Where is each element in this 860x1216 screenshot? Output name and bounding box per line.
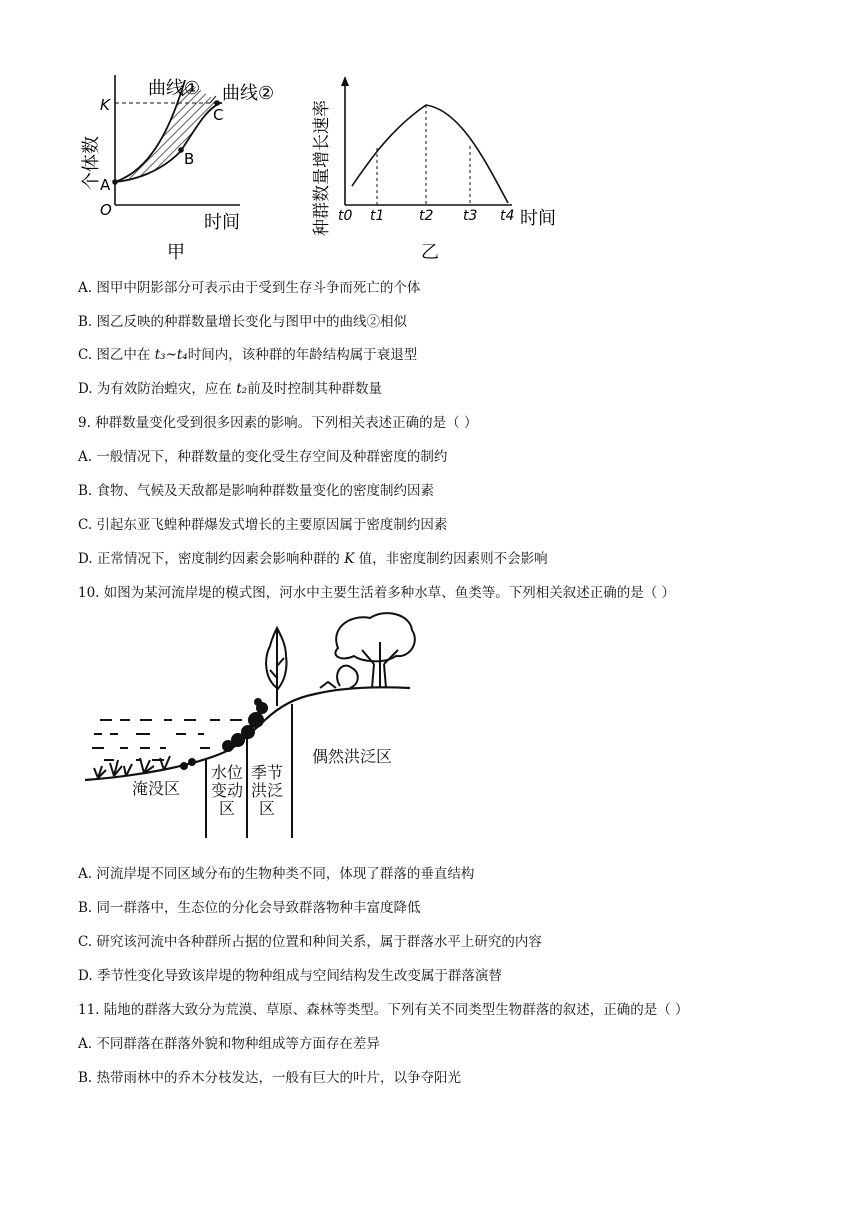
zone-seasonal-flood — [250, 764, 284, 818]
tick-t3: t3 — [463, 208, 478, 224]
curve-2-label: 曲线② — [222, 83, 275, 104]
tick-t1: t1 — [370, 208, 385, 224]
q9-option-a: A. 一般情况下，种群数量的变化受生存空间及种群密度的制约 — [78, 449, 448, 465]
b-label: B — [184, 150, 195, 168]
q8-option-a: A. 图甲中阴影部分可表示由于受到生存斗争而死亡的个体 — [78, 280, 421, 296]
q8-option-c-post: 时间内，该种群的年龄结构属于衰退型 — [187, 347, 418, 363]
q10-option-d: D. 季节性变化导致该岸堤的物种组成与空间结构发生改变属于群落演替 — [78, 968, 502, 984]
a-label: A — [100, 176, 111, 194]
q9-option-d-var: K — [344, 551, 355, 567]
q8-option-c-pre: C. 图乙中在 — [78, 347, 155, 363]
zone-seasonal-flood-3: 区 — [258, 799, 275, 818]
point-c — [214, 100, 220, 106]
point-b — [178, 147, 184, 153]
large-tree — [320, 613, 415, 688]
zone-water-level-1: 水位 — [210, 763, 243, 782]
figure-yi-caption: 乙 — [421, 242, 439, 263]
y-axis-label: 个体数 — [81, 136, 102, 190]
q9-option-d — [78, 547, 548, 567]
q8-option-c — [78, 343, 417, 363]
k-label: K — [100, 96, 110, 114]
zone-water-level-2: 变动 — [210, 781, 243, 800]
figure-yi — [300, 0, 560, 270]
point-a — [112, 179, 118, 185]
zone-water-level-3: 区 — [218, 799, 235, 818]
q10-option-c: C. 研究该河流中各种群所占据的位置和种间关系，属于群落水平上研究的内容 — [78, 934, 542, 950]
zone-seasonal-flood-1: 季节 — [250, 763, 283, 782]
shore-bushes — [222, 698, 268, 752]
zone-occasional-flood: 偶然洪泛区 — [312, 747, 393, 766]
q10-option-a: A. 河流岸堤不同区域分布的生物种类不同，体现了群落的垂直结构 — [78, 866, 475, 882]
tick-t0: t0 — [338, 208, 353, 224]
zone-water-level — [210, 764, 244, 818]
q8-option-d-var: t₂ — [236, 381, 248, 397]
q8-option-d — [78, 377, 382, 397]
zone-seasonal-flood-2: 洪泛 — [250, 781, 283, 800]
q10-stem: 10. 如图为某河流岸堤的模式图，河水中主要生活着多种水草、鱼类等。下列相关叙述正确的是（ ） — [78, 585, 676, 601]
q9-option-b: B. 食物、气候及天敌都是影响种群数量变化的密度制约因素 — [78, 483, 435, 499]
figure-jia-caption: 甲 — [167, 242, 185, 263]
growth-curve — [352, 105, 508, 203]
q9-option-d-pre: D. 正常情况下，密度制约因素会影响种群的 — [78, 551, 345, 567]
curve-1-label: 曲线① — [148, 78, 201, 99]
sapling — [266, 628, 286, 706]
q11-option-a: A. 不同群落在群落外貌和物种组成等方面存在差异 — [78, 1036, 380, 1052]
q9-option-c: C. 引起东亚飞蝗种群爆发式增长的主要原因属于密度制约因素 — [78, 517, 448, 533]
tick-t2: t2 — [419, 208, 434, 224]
zone-submerged: 淹没区 — [132, 779, 181, 798]
q8-option-b: B. 图乙反映的种群数量增长变化与图甲中的曲线②相似 — [78, 314, 408, 330]
q8-option-c-var: t₃~t₄ — [154, 347, 188, 363]
x-axis-label: 时间 — [520, 208, 556, 229]
q10-option-b: B. 同一群落中，生态位的分化会导致群落物种丰富度降低 — [78, 900, 421, 916]
q8-option-d-post: 前及时控制其种群数量 — [247, 381, 383, 397]
q11-option-b: B. 热带雨林中的乔木分枝发达，一般有巨大的叶片，以争夺阳光 — [78, 1070, 462, 1086]
origin-label: O — [100, 201, 112, 219]
y-axis-label: 种群数量增长速率 — [312, 100, 332, 236]
q11-stem: 11. 陆地的群落大致分为荒漠、草原、森林等类型。下列有关不同类型生物群落的叙述，正确的是（ ） — [78, 1002, 689, 1018]
q9-stem: 9. 种群数量变化受到很多因素的影响。下列相关表述正确的是（ ） — [78, 415, 478, 431]
q9-option-d-post: 值，非密度制约因素则不会影响 — [354, 551, 548, 567]
q8-option-d-pre: D. 为有效防治蝗灾，应在 — [78, 381, 237, 397]
tick-t4: t4 — [500, 208, 515, 224]
x-axis-label: 时间 — [204, 212, 240, 233]
c-label: C — [213, 106, 224, 124]
